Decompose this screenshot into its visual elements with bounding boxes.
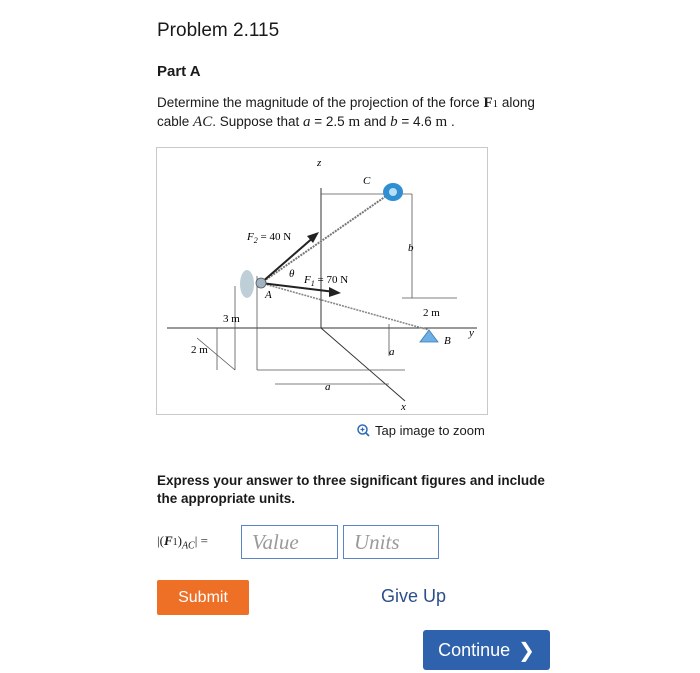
label-2m-right: 2 m bbox=[423, 307, 440, 319]
figure-diagram bbox=[157, 148, 487, 414]
cable-symbol: AC bbox=[193, 114, 213, 130]
label-f2: $F_2 = 40$ N bbox=[247, 231, 292, 245]
value-input[interactable]: Value bbox=[241, 525, 338, 559]
magnifier-zoom-icon bbox=[357, 424, 370, 437]
question-text bbox=[157, 94, 557, 131]
submit-button[interactable]: Submit bbox=[157, 580, 249, 615]
b-symbol: b bbox=[390, 114, 398, 130]
problem-figure[interactable] bbox=[156, 147, 488, 415]
label-b-dim: b bbox=[408, 242, 414, 254]
force-symbol: F bbox=[483, 95, 493, 111]
give-up-link[interactable]: Give Up bbox=[381, 586, 447, 606]
question-part-2: along cable bbox=[157, 95, 535, 129]
label-c: C bbox=[363, 175, 371, 187]
label-f1: $F_1 = 70$ N bbox=[304, 274, 349, 288]
label-3m: 3 m bbox=[223, 313, 240, 325]
zoom-text: Tap image to zoom bbox=[375, 423, 485, 438]
label-b-point: B bbox=[444, 335, 451, 347]
force-subscript: 1 bbox=[492, 98, 499, 110]
units-input[interactable]: Units bbox=[343, 525, 439, 559]
label-a-point: A bbox=[265, 289, 272, 301]
chevron-right-icon: ❯ bbox=[518, 639, 535, 662]
b-equals: = 4.6 bbox=[397, 114, 436, 129]
continue-button[interactable] bbox=[423, 630, 550, 670]
question-part-3: . Suppose that bbox=[212, 114, 304, 129]
label-a-dim-bottom: a bbox=[325, 381, 331, 393]
a-equals: = 2.5 bbox=[310, 114, 349, 129]
unit-m-2: m bbox=[435, 114, 448, 130]
label-x: x bbox=[401, 401, 406, 413]
question-part-1: Determine the magnitude of the projection of the force bbox=[157, 95, 484, 110]
a-symbol: a bbox=[303, 114, 311, 130]
label-a-dim-right: a bbox=[389, 346, 395, 358]
instructions-text: Express your answer to three significant figures and include the appropriate units. bbox=[157, 473, 545, 506]
answer-label: $|(F1)_{AC}|$ = bbox=[157, 533, 208, 552]
unit-m-1: m bbox=[348, 114, 361, 130]
question-part-4: and bbox=[360, 114, 391, 129]
label-y: y bbox=[469, 327, 474, 339]
label-z: z bbox=[317, 157, 322, 169]
zoom-link[interactable] bbox=[357, 423, 485, 438]
part-heading: Part A bbox=[157, 63, 201, 80]
label-2m-left: 2 m bbox=[191, 344, 208, 356]
label-theta: θ bbox=[289, 268, 295, 280]
question-part-5: . bbox=[447, 114, 455, 129]
continue-label: Continue bbox=[438, 639, 511, 660]
problem-title: Problem 2.115 bbox=[157, 20, 280, 41]
